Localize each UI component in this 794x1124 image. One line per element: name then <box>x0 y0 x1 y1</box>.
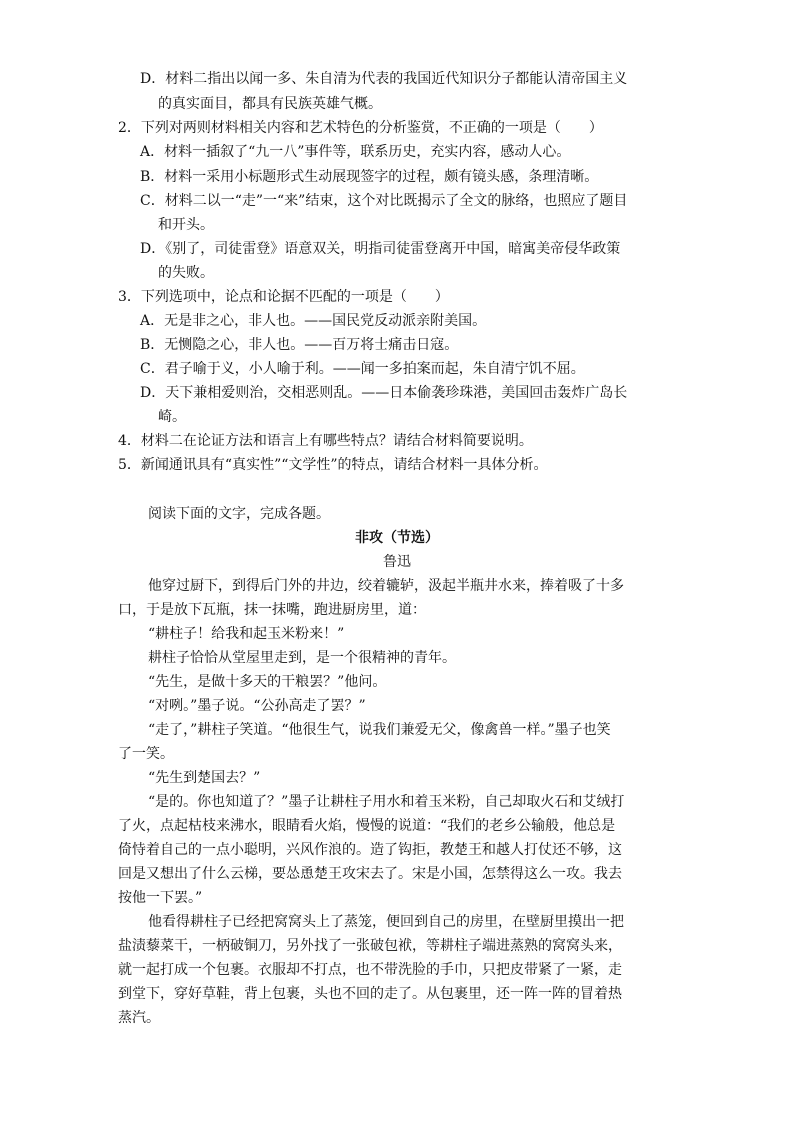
q2-option-b: B．材料一采用小标题形式生动展现签字的过程，颇有镜头感，条理清晰。 <box>140 169 599 185</box>
q2-option-c-line1: C．材料二以一“走”一“来”结束，这个对比既揭示了全文的脉络，也照应了题目 <box>140 193 628 209</box>
q2-option-d-line1: D．《别了，司徒雷登》语意双关，明指司徒雷登离开中国，暗寓美帝侵华政策 <box>140 241 621 257</box>
q3-option-d-line2: 崎。 <box>158 409 186 425</box>
q3-option-a: A．无是非之心，非人也。——国民党反动派亲附美国。 <box>140 313 487 329</box>
passage-line: 到堂下，穿好草鞋，背上包裹，头也不回的走了。从包裹里，还一阵一阵的冒着热 <box>118 986 622 1002</box>
passage-line: “是的。你也知道了？”墨子让耕柱子用水和着玉米粉，自己却取火石和艾绒打 <box>148 794 625 810</box>
passage-line: 倚恃着自己的一点小聪明，兴风作浪的。造了钩拒，教楚王和越人打仗还不够，这 <box>118 842 622 858</box>
reading-instruction: 阅读下面的文字，完成各题。 <box>148 506 330 522</box>
q3-stem: 3．下列选项中，论点和论据不匹配的一项是（ ） <box>118 289 449 305</box>
passage-line: “走了，”耕柱子笑道。“他很生气，说我们兼爱无父，像禽兽一样。”墨子也笑 <box>148 722 611 738</box>
passage-line: 回是又想出了什么云梯，要怂恿楚王攻宋去了。宋是小国，怎禁得这么一攻。我去 <box>118 866 622 882</box>
passage-line: 盐渍藜菜干，一柄破铜刀，另外找了一张破包袱，等耕柱子端进蒸熟的窝窝头来， <box>118 938 622 954</box>
q2-option-d-line2: 的失败。 <box>158 265 214 281</box>
q1-option-d-line1: D．材料二指出以闻一多、朱自清为代表的我国近代知识分子都能认清帝国主义 <box>140 71 628 87</box>
q3-option-c: C．君子喻于义，小人喻于利。——闻一多拍案而起，朱自清宁饥不屈。 <box>140 361 585 377</box>
passage-line: “先生，是做十多天的干粮罢？”他问。 <box>148 674 387 690</box>
passage-line: “先生到楚国去？” <box>148 770 261 786</box>
passage-line: 他穿过厨下，到得后门外的井边，绞着辘轳，汲起半瓶井水来，捧着吸了十多 <box>148 578 624 594</box>
passage-line: “耕柱子！给我和起玉米粉来！” <box>148 626 345 642</box>
q3-option-d-line1: D．天下兼相爱则治，交相恶则乱。——日本偷袭珍珠港，美国回击轰炸广岛长 <box>140 385 628 401</box>
passage-line: 口，于是放下瓦瓶，抹一抹嘴，跑进厨房里，道： <box>118 602 426 618</box>
passage-line: 按他一下罢。” <box>118 890 203 906</box>
passage-line: 他看得耕柱子已经把窝窝头上了蒸笼，便回到自己的房里，在壁厨里摸出一把 <box>148 914 624 930</box>
passage-line: 了火，点起枯枝来沸水，眼睛看火焰，慢慢的说道：“我们的老乡公输般，他总是 <box>118 818 616 834</box>
q3-option-b: B．无恻隐之心，非人也。——百万将士痛击日寇。 <box>140 337 459 353</box>
passage-line: 蒸汽。 <box>118 1010 160 1026</box>
q1-option-d-line2: 的真实面目，都具有民族英雄气概。 <box>158 96 382 112</box>
q4-stem: 4．材料二在论证方法和语言上有哪些特点？请结合材料简要说明。 <box>118 433 533 449</box>
q5-stem: 5．新闻通讯具有“真实性”“文学性”的特点，请结合材料一具体分析。 <box>118 457 548 473</box>
passage-author: 鲁迅 <box>383 554 411 570</box>
q2-option-c-line2: 和开头。 <box>158 217 214 233</box>
passage-line: “对咧。”墨子说。“公孙高走了罢？” <box>148 698 366 714</box>
passage-line: 就一起打成一个包裹。衣服却不打点，也不带洗脸的手巾，只把皮带紧了一紧，走 <box>118 962 622 978</box>
passage-title: 非攻（节选） <box>355 530 439 546</box>
passage-line: 了一笑。 <box>118 746 174 762</box>
q2-stem: 2．下列对两则材料相关内容和艺术特色的分析鉴赏，不正确的一项是（ ） <box>118 120 603 136</box>
passage-line: 耕柱子恰恰从堂屋里走到，是一个很精神的青年。 <box>148 650 456 666</box>
q2-option-a: A．材料一插叙了“九一八”事件等，联系历史，充实内容，感动人心。 <box>140 144 571 160</box>
